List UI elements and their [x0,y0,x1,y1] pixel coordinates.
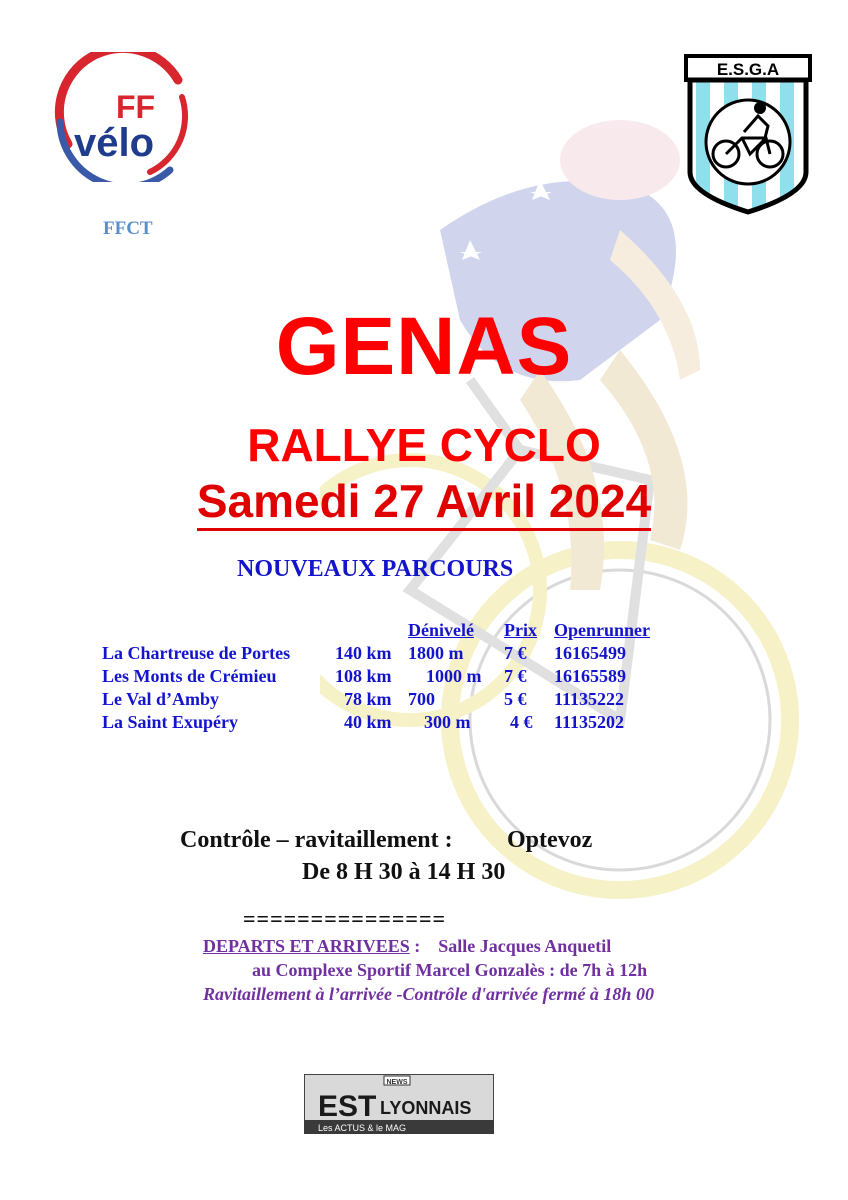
route-openrunner: 11135202 [554,712,625,732]
route-openrunner: 16165589 [554,666,626,686]
departs-label: DEPARTS ET ARRIVEES [203,936,410,956]
event-city-title: GENAS [275,301,573,392]
route-name: Le Val d’Amby [102,689,220,709]
ffvelo-logo [50,52,200,182]
departs-line-1 [203,936,611,957]
route-distance: 40 km [344,712,392,732]
route-denivele: 700 [408,689,435,709]
event-type-title: RALLYE CYCLO [247,419,601,471]
route-distance: 108 km [335,666,392,686]
route-prix: 7 € [504,666,527,686]
controle-place: Optevoz [507,827,593,853]
svg-text:Les ACTUS & le MAG: Les ACTUS & le MAG [318,1123,407,1133]
departs-line-2: au Complexe Sportif Marcel Gonzalès : de 7h à 12h [252,960,648,980]
svg-text:EST: EST [318,1090,377,1123]
est-lyonnais-logo [304,1074,494,1134]
route-name: La Chartreuse de Portes [102,643,291,663]
controle-hours: De 8 H 30 à 14 H 30 [302,859,506,885]
announcement-heading: NOUVEAUX PARCOURS [237,556,514,582]
svg-text:E.S.G.A: E.S.G.A [716,60,780,79]
separator-line: =============== [243,906,447,931]
route-denivele: 1800 m [408,643,464,663]
route-prix: 7 € [504,643,527,663]
header-denivele: Dénivelé [408,620,474,640]
svg-text:vélo: vélo [74,121,155,165]
route-denivele: 1000 m [426,666,482,686]
event-date-title [0,474,848,528]
route-openrunner: 16165499 [554,643,626,663]
route-denivele: 300 m [424,712,471,732]
esga-logo [684,54,812,216]
svg-text:LYONNAIS: LYONNAIS [380,1098,472,1118]
route-distance: 78 km [344,689,392,709]
departs-line-3: Ravitaillement à l’arrivée -Contrôle d'arrivée fermé à 18h 00 [203,984,654,1004]
route-prix: 4 € [510,712,533,732]
route-prix: 5 € [504,689,527,709]
federation-label: FFCT [103,218,153,239]
route-openrunner: 11135222 [554,689,625,709]
header-openrunner: Openrunner [554,620,651,640]
route-name: Les Monts de Crémieu [102,666,277,686]
controle-label: Contrôle – ravitaillement : [180,827,453,853]
svg-text:NEWS: NEWS [386,1079,408,1086]
svg-text:FF: FF [116,89,156,125]
route-name: La Saint Exupéry [102,712,239,732]
header-prix: Prix [504,620,537,640]
route-distance: 140 km [335,643,392,663]
departs-colon: : [409,936,421,956]
event-date-text: Samedi 27 Avril 2024 [197,475,651,531]
departs-place: Salle Jacques Anquetil [438,936,612,956]
